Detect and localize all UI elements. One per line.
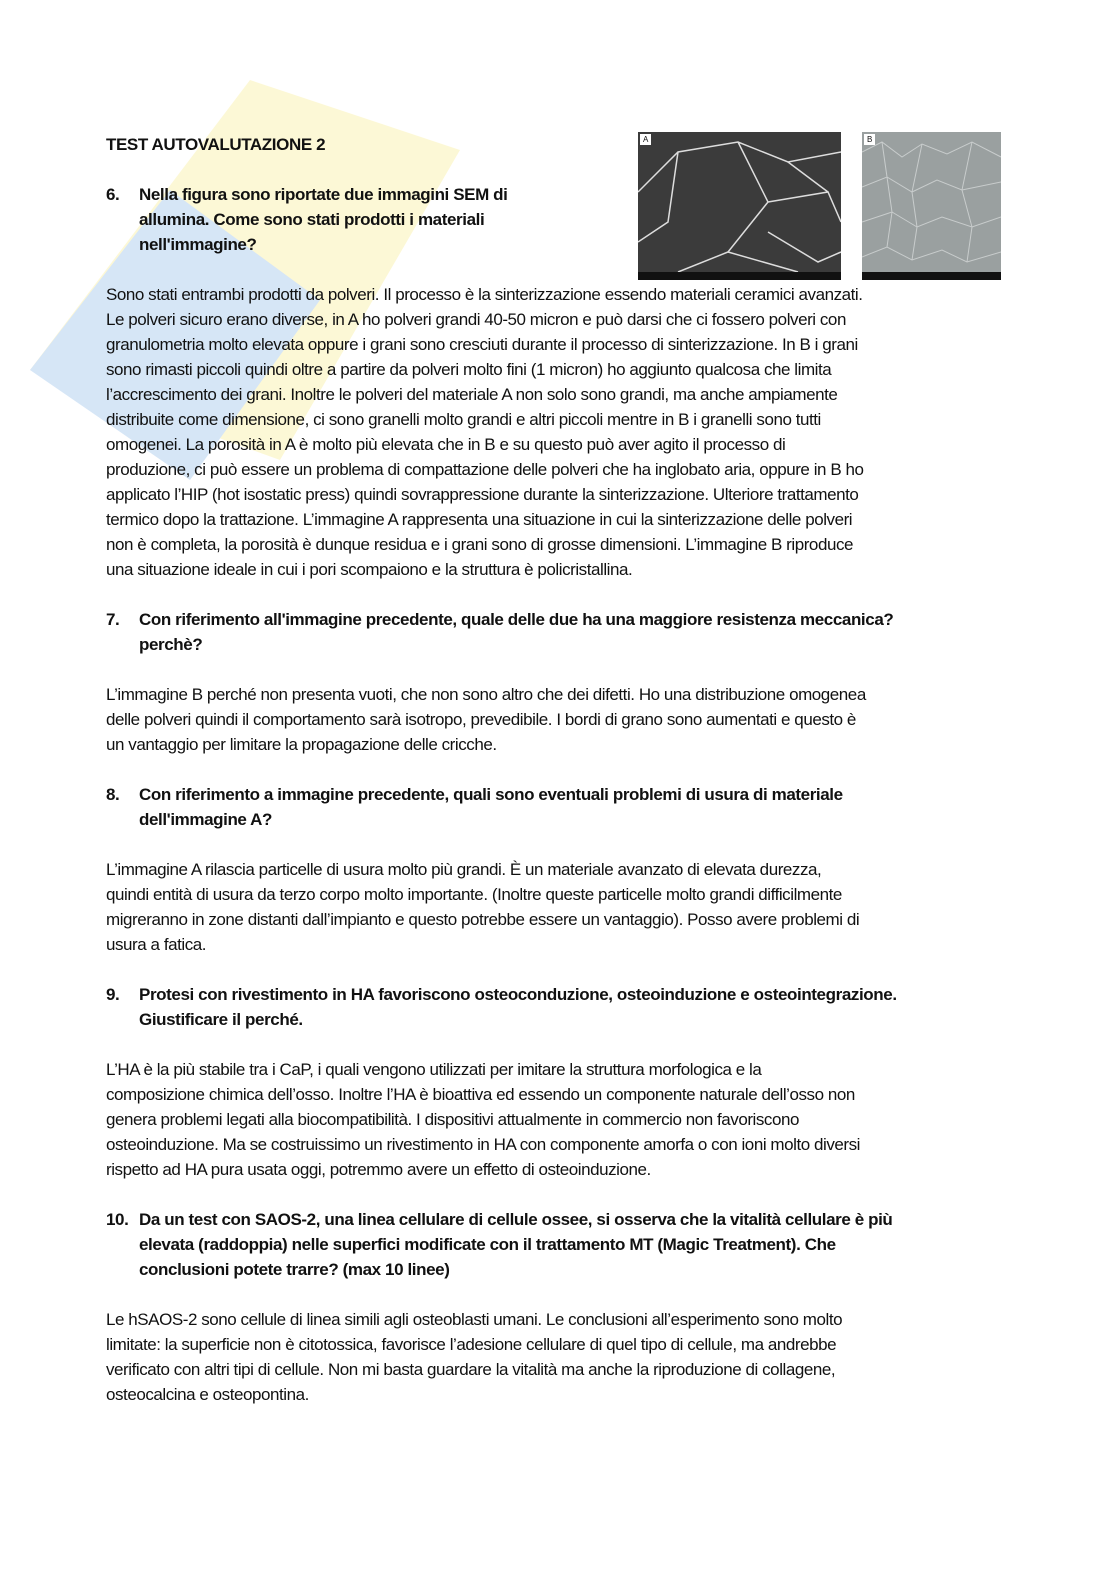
answer-paragraph xyxy=(106,1307,1006,1407)
answer-line: usura a fatica. xyxy=(106,935,207,954)
answer-line: limitate: la superficie non è citotossica, favorisce l’adesione cellulare di quel tipo di cellule, ma andrebbe xyxy=(106,1335,837,1354)
question-number: 7. xyxy=(106,610,120,629)
answer-line: omogenei. La porosità in A è molto più elevata che in B e su questo può aver agito il processo di xyxy=(106,435,786,454)
question-number: 10. xyxy=(106,1210,129,1229)
answer-line: sono rimasti piccoli quindi oltre a partire da polveri molto fini (1 micron) ho aggiunto qualcosa che limita xyxy=(106,360,832,379)
answer-line: L’immagine B perché non presenta vuoti, che non sono altro che dei difetti. Ho una distribuzione omogenea xyxy=(106,685,866,704)
answer-line: Le hSAOS-2 sono cellule di linea simili agli osteoblasti umani. Le conclusioni all’esperimento sono molto xyxy=(106,1310,843,1329)
question-text-line: Nella figura sono riportate due immagini SEM di xyxy=(139,185,508,204)
figure-label-a: A xyxy=(640,134,651,145)
question-number: 9. xyxy=(106,985,120,1004)
question-9 xyxy=(106,982,1006,1032)
answer-line: produzione, ci può essere un problema di compattazione delle polveri che ha inglobato aria, oppure in B ho xyxy=(106,460,864,479)
answer-paragraph xyxy=(106,682,1006,757)
question-number: 6. xyxy=(106,185,120,204)
question-text-line: Con riferimento all'immagine precedente, quale delle due ha una maggiore resistenza meccanica? xyxy=(139,610,894,629)
answer-line: una situazione ideale in cui i pori scompaiono e la struttura è policristallina. xyxy=(106,560,633,579)
answer-line: osteocalcina e osteopontina. xyxy=(106,1385,309,1404)
question-text-line: elevata (raddoppia) nelle superfici modificate con il trattamento MT (Magic Treatment). Che xyxy=(139,1235,836,1254)
answer-line: delle polveri quindi il comportamento sarà isotropo, prevedibile. I bordi di grano sono aumentati e questo è xyxy=(106,710,856,729)
answer-line: composizione chimica dell’osso. Inoltre l’HA è bioattiva ed essendo un componente naturale dell’osso non xyxy=(106,1085,855,1104)
question-text-line: Con riferimento a immagine precedente, quali sono eventuali problemi di usura di materiale xyxy=(139,785,843,804)
answer-line: rispetto ad HA pura usata oggi, potremmo avere un effetto di osteoinduzione. xyxy=(106,1160,651,1179)
answer-line: verificato con altri tipi di cellule. Non mi basta guardare la vitalità ma anche la riproduzione di collagene, xyxy=(106,1360,836,1379)
figure-label-b: B xyxy=(864,134,875,145)
question-number: 8. xyxy=(106,785,120,804)
answer-line: L’immagine A rilascia particelle di usura molto più grandi. È un materiale avanzato di elevata durezza, xyxy=(106,860,822,879)
answer-line: l’accrescimento dei grani. Inoltre le polveri del materiale A non solo sono grandi, ma anche ampiamente xyxy=(106,385,838,404)
answer-line: genera problemi legati alla biocompatibilità. I dispositivi attualmente in commercio non favoriscono xyxy=(106,1110,799,1129)
answer-line: Sono stati entrambi prodotti da polveri. Il processo è la sinterizzazione essendo materiali ceramici avanzati. xyxy=(106,285,863,304)
document-body xyxy=(106,132,1006,1432)
answer-line: osteoinduzione. Ma se costruissimo un rivestimento in HA con componente amorfa o con ioni molto diversi xyxy=(106,1135,860,1154)
question-8 xyxy=(106,782,1006,832)
question-6 xyxy=(106,182,1006,257)
question-text-line: dell'immagine A? xyxy=(139,810,273,829)
question-text-line: Da un test con SAOS-2, una linea cellulare di cellule ossee, si osserva che la vitalità cellulare è più xyxy=(139,1210,893,1229)
answer-line: granulometria molto elevata oppure i grani sono cresciuti durante il processo di sinterizzazione. In B i grani xyxy=(106,335,858,354)
answer-line: termico dopo la trattazione. L’immagine A rappresenta una situazione in cui la sinterizzazione delle polveri xyxy=(106,510,853,529)
answer-paragraph xyxy=(106,282,1006,582)
question-7 xyxy=(106,607,1006,657)
question-text-line: Giustificare il perché. xyxy=(139,1010,303,1029)
answer-line: Le polveri sicuro erano diverse, in A ho polveri grandi 40-50 micron e può darsi che ci fossero polveri con xyxy=(106,310,846,329)
answer-line: un vantaggio per limitare la propagazione delle cricche. xyxy=(106,735,497,754)
question-text-line: allumina. Come sono stati prodotti i materiali xyxy=(139,210,485,229)
answer-line: quindi entità di usura da terzo corpo molto importante. (Inoltre queste particelle molto grandi difficilmente xyxy=(106,885,842,904)
answer-paragraph xyxy=(106,1057,1006,1182)
document-title: TEST AUTOVALUTAZIONE 2 xyxy=(106,135,326,154)
question-text-line: perchè? xyxy=(139,635,203,654)
question-text-line: nell'immagine? xyxy=(139,235,257,254)
question-text-line: conclusioni potete trarre? (max 10 linee) xyxy=(139,1260,450,1279)
question-text-line: Protesi con rivestimento in HA favoriscono osteoconduzione, osteoinduzione e osteointegrazione. xyxy=(139,985,897,1004)
answer-line: applicato l’HIP (hot isostatic press) quindi sovrappressione durante la sinterizzazione. Ulteriore trattamento xyxy=(106,485,859,504)
answer-line: migreranno in zone distanti dall’impianto e questo potrebbe essere un vantaggio). Posso avere problemi di xyxy=(106,910,860,929)
answer-paragraph xyxy=(106,857,1006,957)
question-10 xyxy=(106,1207,1006,1282)
answer-line: non è completa, la porosità è dunque residua e i grani sono di grosse dimensioni. L’immagine B riproduce xyxy=(106,535,854,554)
answer-line: L’HA è la più stabile tra i CaP, i quali vengono utilizzati per imitare la struttura morfologica e la xyxy=(106,1060,762,1079)
answer-line: distribuite come dimensione, ci sono granelli molto grandi e altri piccoli mentre in B i granelli sono tutti xyxy=(106,410,821,429)
